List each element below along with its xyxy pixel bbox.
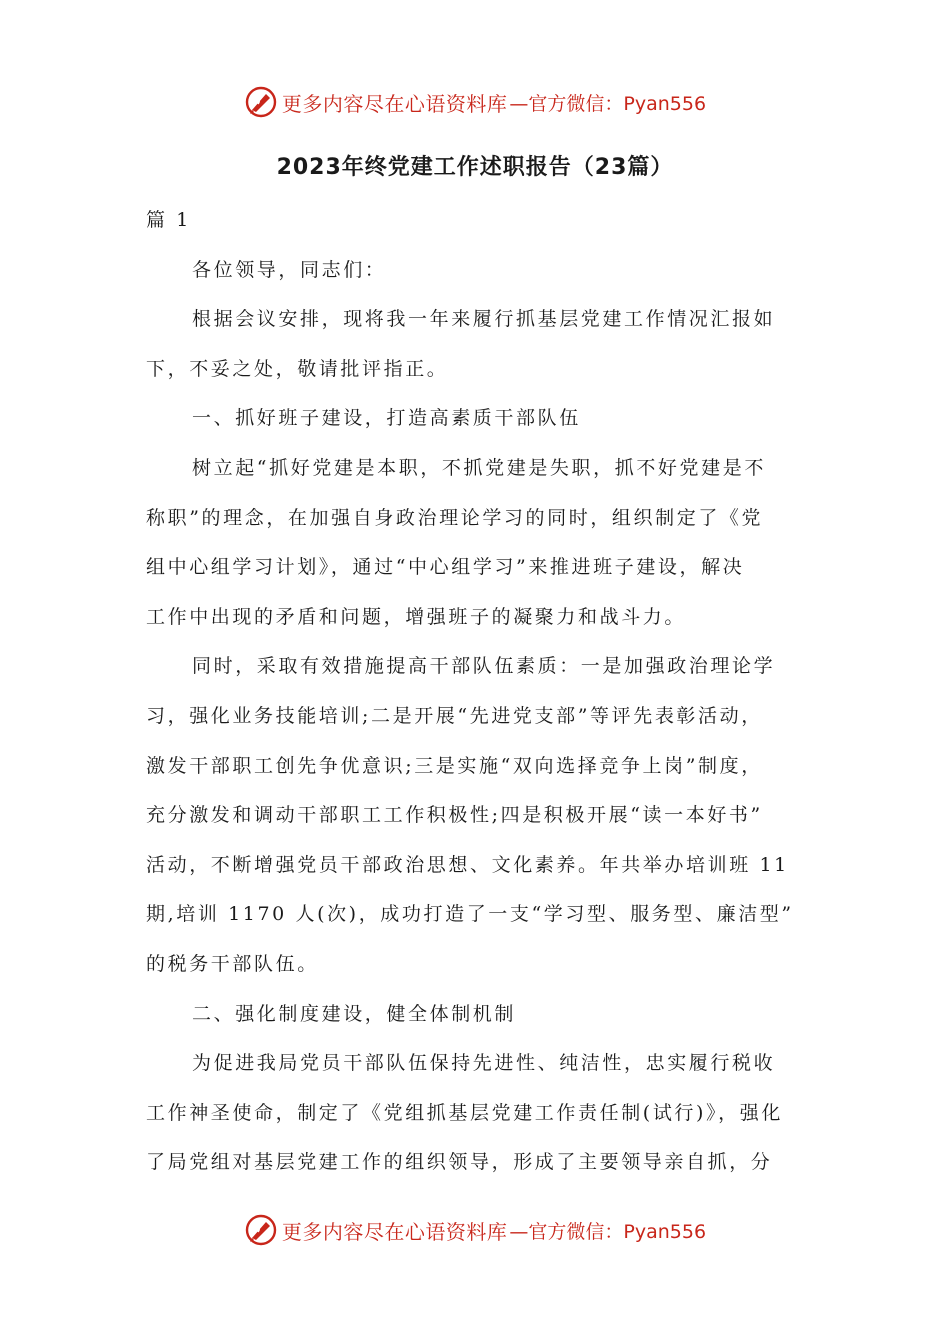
paragraph-line: 了局党组对基层党建工作的组织领导，形成了主要领导亲自抓，分 (146, 1151, 773, 1174)
banner-wechat-text: —官方微信：Pyan556 (509, 92, 707, 115)
paragraph-line: 根据会议安排，现将我一年来履行抓基层党建工作情况汇报如 (192, 308, 776, 331)
section-heading: 一、抓好班子建设，打造高素质干部队伍 (192, 407, 581, 430)
banner-main-text: 更多内容尽在心语资料库 (281, 91, 508, 116)
document-title: 2023年终党建工作述职报告（23篇） (276, 155, 674, 180)
pen-logo-icon (244, 85, 278, 119)
paragraph-line: 称职”的理念，在加强自身政治理论学习的同时，组织制定了《党 (146, 506, 764, 529)
paragraph-line: 活动，不断增强党员干部政治思想、文化素养。年共举办培训班 11 (146, 853, 789, 876)
paragraph-line: 组中心组学习计划》，通过“中心组学习”来推进班子建设，解决 (146, 556, 745, 579)
footer-banner (0, 1212, 950, 1248)
paragraph-line: 各位领导，同志们： (192, 258, 387, 281)
paragraph-line: 充分激发和调动干部职工工作积极性;四是积极开展“读一本好书” (146, 804, 763, 827)
paragraph-line: 下，不妥之处，敬请批评指正。 (146, 357, 449, 380)
paragraph-line: 工作中出现的矛盾和问题，增强班子的凝聚力和战斗力。 (146, 605, 687, 628)
section-label: 篇 1 (146, 209, 191, 231)
paragraph-line: 为促进我局党员干部队伍保持先进性、纯洁性，忠实履行税收 (192, 1052, 776, 1075)
banner-main-text: 更多内容尽在心语资料库 (281, 1219, 508, 1244)
paragraph-line: 同时，采取有效措施提高干部队伍素质：一是加强政治理论学 (192, 655, 776, 678)
header-banner (0, 84, 950, 120)
banner-wechat-text: —官方微信：Pyan556 (509, 1220, 707, 1243)
paragraph-line: 习，强化业务技能培训;二是开展“先进党支部”等评先表彰活动， (146, 704, 763, 727)
paragraph-line: 树立起“抓好党建是本职，不抓党建是失职，抓不好党建是不 (192, 456, 766, 479)
section-heading: 二、强化制度建设，健全体制机制 (192, 1002, 517, 1025)
document-body (146, 196, 810, 1188)
paragraph-line: 期,培训 1170 人(次)，成功打造了一支“学习型、服务型、廉洁型” (146, 903, 794, 926)
paragraph-line: 的税务干部队伍。 (146, 952, 319, 975)
pen-logo-icon (244, 1213, 278, 1247)
paragraph-line: 激发干部职工创先争优意识;三是实施“双向选择竞争上岗”制度， (146, 754, 763, 777)
paragraph-line: 工作神圣使命，制定了《党组抓基层党建工作责任制(试行)》，强化 (146, 1101, 783, 1124)
